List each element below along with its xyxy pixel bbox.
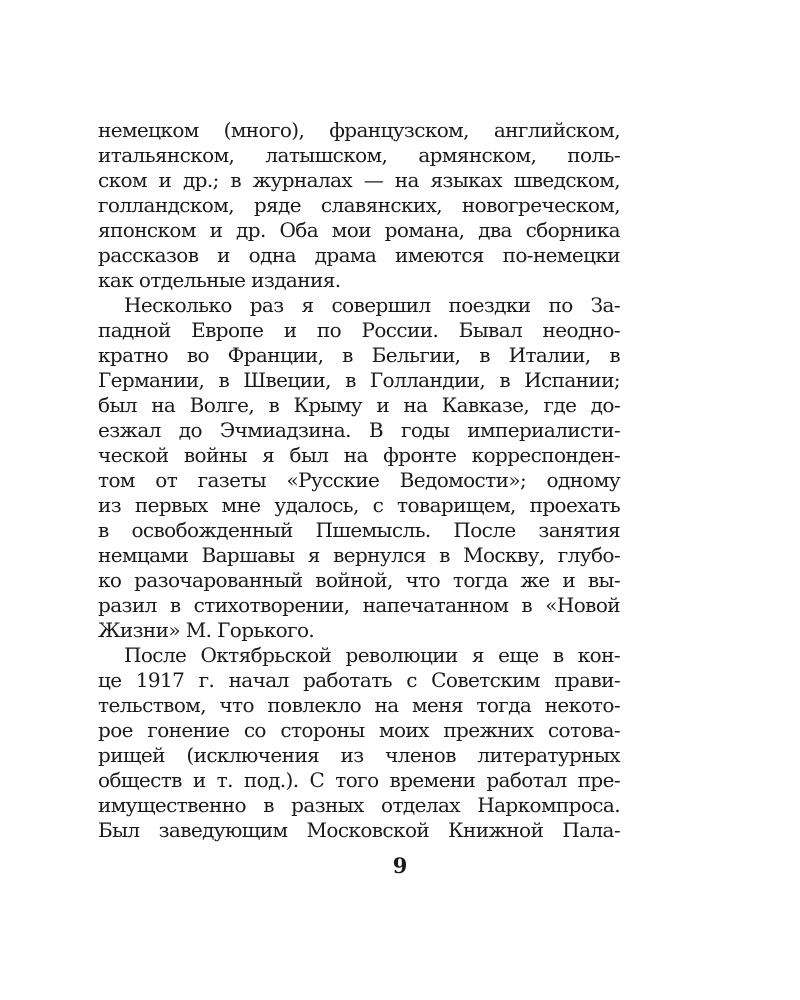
text-line: японском и др. Оба мои романа, два сборника [98, 218, 620, 242]
text-line: в освобожденный Пшемысль. После занятия [98, 518, 620, 542]
text-line: ко разочарованный войной, что тогда же и вы- [98, 568, 620, 592]
text-line: рое гонение со стороны моих прежних сотова- [98, 718, 620, 742]
text-line: тельством, что повлекло на меня тогда некото- [98, 693, 620, 717]
text-line: рассказов и одна драма имеются по-немецки [98, 243, 620, 267]
text-line: немцами Варшавы я вернулся в Москву, глубо- [98, 543, 620, 567]
text-line: падной Европе и по России. Бывал неодно- [98, 318, 620, 342]
text-line: Жизни» М. Горького. [98, 618, 315, 642]
text-line: том от газеты «Русские Ведомости»; одному [98, 468, 620, 492]
text-line: имущественно в разных отделах Наркомпроса. [98, 793, 620, 817]
text-line: Германии, в Швеции, в Голландии, в Испании; [98, 368, 620, 392]
text-line: разил в стихотворении, напечатанном в «Новой [98, 593, 620, 617]
page-number: 9 [392, 853, 408, 878]
text-line: голландском, ряде славянских, новогреческом, [98, 193, 620, 217]
text-line: После Октябрьской революции я еще в кон- [124, 643, 620, 667]
text-line: рищей (исключения из членов литературных [98, 743, 620, 767]
text-line: Несколько раз я совершил поездки по За- [124, 293, 620, 317]
text-line: ском и др.; в журналах — на языках шведском, [98, 168, 620, 192]
text-line: как отдельные издания. [98, 268, 341, 292]
text-line: ческой войны я был на фронте корреспонден- [98, 443, 620, 467]
text-line: итальянском, латышском, армянском, поль- [98, 143, 620, 167]
text-line: кратно во Франции, в Бельгии, в Италии, в [98, 343, 620, 367]
body-text [98, 118, 620, 843]
text-line: це 1917 г. начал работать с Советским прави- [98, 668, 620, 692]
text-line: обществ и т. под.). С того времени работал пре- [98, 768, 620, 792]
text-line: был на Волге, в Крыму и на Кавказе, где до- [98, 393, 620, 417]
text-line: из первых мне удалось, с товарищем, проехать [98, 493, 620, 517]
text-line: езжал до Эчмиадзина. В годы империалисти- [98, 418, 620, 442]
text-line: немецком (много), французском, английском, [98, 118, 620, 142]
text-line: Был заведующим Московской Книжной Пала- [98, 818, 620, 842]
